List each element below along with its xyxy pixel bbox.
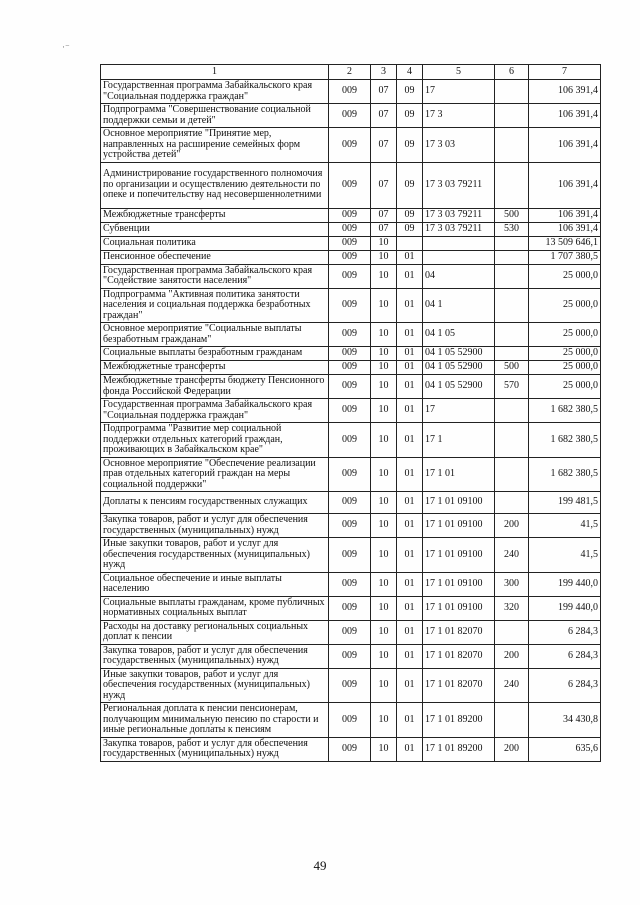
- row-section: 10: [371, 361, 397, 375]
- row-expense-type: 200: [495, 644, 529, 668]
- row-subsection: 09: [397, 162, 423, 208]
- table-body: [101, 80, 601, 762]
- row-admin-code: 009: [329, 222, 371, 236]
- scan-speck: ·⁻: [62, 42, 70, 52]
- row-name: Социальные выплаты безработным гражданам: [101, 347, 329, 361]
- row-expense-type: [495, 423, 529, 458]
- row-expense-type: [495, 80, 529, 104]
- table-row: [101, 104, 601, 128]
- row-target-code: 04: [423, 264, 495, 288]
- row-subsection: 01: [397, 596, 423, 620]
- row-section: 10: [371, 375, 397, 399]
- table-row: [101, 128, 601, 163]
- row-section: 10: [371, 323, 397, 347]
- table-row: [101, 572, 601, 596]
- row-name: Государственная программа Забайкальского края "Социальная поддержка граждан": [101, 80, 329, 104]
- row-amount: 25 000,0: [529, 264, 601, 288]
- table-row: [101, 162, 601, 208]
- row-amount: 25 000,0: [529, 347, 601, 361]
- row-target-code: 17 3 03 79211: [423, 208, 495, 222]
- row-admin-code: 009: [329, 644, 371, 668]
- row-section: 10: [371, 737, 397, 761]
- row-section: 10: [371, 399, 397, 423]
- row-name: Закупка товаров, работ и услуг для обеспечения государственных (муниципальных) нужд: [101, 737, 329, 761]
- row-subsection: [397, 236, 423, 250]
- table-row: [101, 492, 601, 514]
- row-section: 10: [371, 457, 397, 492]
- row-amount: 1 682 380,5: [529, 423, 601, 458]
- row-name: Доплаты к пенсиям государственных служащих: [101, 492, 329, 514]
- row-target-code: 17 1 01 89200: [423, 737, 495, 761]
- row-section: 10: [371, 250, 397, 264]
- row-name: Основное мероприятие "Обеспечение реализации прав отдельных категорий граждан на меры социальной поддержки": [101, 457, 329, 492]
- row-target-code: 17 1 01: [423, 457, 495, 492]
- row-section: 10: [371, 596, 397, 620]
- row-subsection: 01: [397, 668, 423, 703]
- row-name: Подпрограмма "Совершенствование социальной поддержки семьи и детей": [101, 104, 329, 128]
- row-subsection: 09: [397, 208, 423, 222]
- budget-table: [100, 64, 601, 762]
- row-admin-code: 009: [329, 492, 371, 514]
- row-subsection: 09: [397, 128, 423, 163]
- table-row: [101, 236, 601, 250]
- row-target-code: 17 1 01 09100: [423, 596, 495, 620]
- row-admin-code: 009: [329, 668, 371, 703]
- row-amount: 25 000,0: [529, 323, 601, 347]
- row-amount: 199 481,5: [529, 492, 601, 514]
- col-header-subsection: 4: [397, 65, 423, 80]
- row-subsection: 01: [397, 620, 423, 644]
- row-amount: 41,5: [529, 514, 601, 538]
- row-expense-type: [495, 236, 529, 250]
- row-name: Основное мероприятие "Социальные выплаты безработным гражданам": [101, 323, 329, 347]
- row-name: Пенсионное обеспечение: [101, 250, 329, 264]
- row-section: 10: [371, 620, 397, 644]
- row-amount: 1 682 380,5: [529, 399, 601, 423]
- row-expense-type: [495, 250, 529, 264]
- row-name: Государственная программа Забайкальского края "Содействие занятости населения": [101, 264, 329, 288]
- row-section: 07: [371, 222, 397, 236]
- row-expense-type: [495, 492, 529, 514]
- table-row: [101, 80, 601, 104]
- row-name: Социальная политика: [101, 236, 329, 250]
- row-target-code: 04 1 05: [423, 323, 495, 347]
- table-row: [101, 620, 601, 644]
- row-admin-code: 009: [329, 572, 371, 596]
- col-header-target: 5: [423, 65, 495, 80]
- row-amount: 41,5: [529, 538, 601, 573]
- row-expense-type: 240: [495, 538, 529, 573]
- row-target-code: 04 1 05 52900: [423, 361, 495, 375]
- row-name: Закупка товаров, работ и услуг для обеспечения государственных (муниципальных) нужд: [101, 644, 329, 668]
- row-admin-code: 009: [329, 538, 371, 573]
- row-expense-type: 530: [495, 222, 529, 236]
- row-amount: 13 509 646,1: [529, 236, 601, 250]
- row-admin-code: 009: [329, 236, 371, 250]
- row-target-code: 04 1 05 52900: [423, 375, 495, 399]
- col-header-type: 6: [495, 65, 529, 80]
- row-amount: 6 284,3: [529, 668, 601, 703]
- row-amount: 6 284,3: [529, 644, 601, 668]
- row-section: 10: [371, 668, 397, 703]
- row-subsection: 01: [397, 399, 423, 423]
- row-section: 10: [371, 288, 397, 323]
- row-target-code: 17 3: [423, 104, 495, 128]
- row-expense-type: 320: [495, 596, 529, 620]
- row-admin-code: 009: [329, 361, 371, 375]
- row-subsection: 09: [397, 222, 423, 236]
- table-row: [101, 703, 601, 738]
- row-subsection: 01: [397, 457, 423, 492]
- row-admin-code: 009: [329, 703, 371, 738]
- row-subsection: 01: [397, 423, 423, 458]
- row-expense-type: [495, 128, 529, 163]
- row-subsection: 09: [397, 80, 423, 104]
- row-subsection: 09: [397, 104, 423, 128]
- row-section: 10: [371, 264, 397, 288]
- row-target-code: [423, 250, 495, 264]
- row-subsection: 01: [397, 644, 423, 668]
- row-expense-type: 500: [495, 361, 529, 375]
- col-header-amount: 7: [529, 65, 601, 80]
- row-expense-type: 200: [495, 737, 529, 761]
- row-subsection: 01: [397, 347, 423, 361]
- table-row: [101, 208, 601, 222]
- table-row: [101, 737, 601, 761]
- row-expense-type: [495, 264, 529, 288]
- row-amount: 6 284,3: [529, 620, 601, 644]
- row-admin-code: 009: [329, 288, 371, 323]
- table-row: [101, 644, 601, 668]
- row-admin-code: 009: [329, 80, 371, 104]
- row-admin-code: 009: [329, 250, 371, 264]
- row-admin-code: 009: [329, 162, 371, 208]
- table-row: [101, 668, 601, 703]
- row-admin-code: 009: [329, 399, 371, 423]
- row-name: Субвенции: [101, 222, 329, 236]
- row-target-code: 17 1 01 82070: [423, 668, 495, 703]
- row-expense-type: [495, 399, 529, 423]
- table-row: [101, 514, 601, 538]
- row-subsection: 01: [397, 492, 423, 514]
- row-amount: 106 391,4: [529, 80, 601, 104]
- row-expense-type: 200: [495, 514, 529, 538]
- row-amount: 106 391,4: [529, 104, 601, 128]
- row-admin-code: 009: [329, 423, 371, 458]
- row-name: Межбюджетные трансферты: [101, 208, 329, 222]
- row-admin-code: 009: [329, 737, 371, 761]
- row-target-code: 17 1 01 82070: [423, 644, 495, 668]
- page-number: 49: [313, 858, 327, 873]
- row-target-code: [423, 236, 495, 250]
- row-name: Региональная доплата к пенсии пенсионерам, получающим минимальную пенсию по старости и иные региональные доплаты к пенсиям: [101, 703, 329, 738]
- row-section: 07: [371, 162, 397, 208]
- row-name: Межбюджетные трансферты: [101, 361, 329, 375]
- row-expense-type: 500: [495, 208, 529, 222]
- row-section: 10: [371, 572, 397, 596]
- row-admin-code: 009: [329, 208, 371, 222]
- row-subsection: 01: [397, 288, 423, 323]
- row-expense-type: [495, 288, 529, 323]
- row-amount: 106 391,4: [529, 128, 601, 163]
- row-section: 10: [371, 703, 397, 738]
- row-section: 10: [371, 236, 397, 250]
- row-target-code: 04 1: [423, 288, 495, 323]
- table-header-row: [101, 65, 601, 80]
- table-row: [101, 361, 601, 375]
- row-target-code: 17 3 03: [423, 128, 495, 163]
- row-admin-code: 009: [329, 323, 371, 347]
- row-expense-type: [495, 323, 529, 347]
- table-row: [101, 457, 601, 492]
- table-row: [101, 288, 601, 323]
- row-subsection: 01: [397, 250, 423, 264]
- row-name: Подпрограмма "Активная политика занятости населения и социальная поддержка безработных граждан": [101, 288, 329, 323]
- row-expense-type: [495, 620, 529, 644]
- row-admin-code: 009: [329, 596, 371, 620]
- row-section: 10: [371, 492, 397, 514]
- row-section: 10: [371, 644, 397, 668]
- row-amount: 1 682 380,5: [529, 457, 601, 492]
- row-amount: 635,6: [529, 737, 601, 761]
- row-name: Государственная программа Забайкальского края "Социальная поддержка граждан": [101, 399, 329, 423]
- row-admin-code: 009: [329, 514, 371, 538]
- row-expense-type: [495, 703, 529, 738]
- row-target-code: 17 1 01 09100: [423, 514, 495, 538]
- row-target-code: 17 1: [423, 423, 495, 458]
- table-row: [101, 323, 601, 347]
- col-header-section: 3: [371, 65, 397, 80]
- row-expense-type: [495, 457, 529, 492]
- row-target-code: 04 1 05 52900: [423, 347, 495, 361]
- row-subsection: 01: [397, 361, 423, 375]
- row-amount: 106 391,4: [529, 208, 601, 222]
- row-amount: 25 000,0: [529, 375, 601, 399]
- row-expense-type: [495, 162, 529, 208]
- row-name: Иные закупки товаров, работ и услуг для обеспечения государственных (муниципальных) нужд: [101, 668, 329, 703]
- row-amount: 199 440,0: [529, 572, 601, 596]
- row-target-code: 17 1 01 82070: [423, 620, 495, 644]
- row-name: Основное мероприятие "Принятие мер, направленных на расширение семейных форм устройства детей": [101, 128, 329, 163]
- row-expense-type: [495, 104, 529, 128]
- table-row: [101, 250, 601, 264]
- row-amount: 106 391,4: [529, 222, 601, 236]
- table-row: [101, 399, 601, 423]
- col-header-admin: 2: [329, 65, 371, 80]
- table-row: [101, 222, 601, 236]
- row-subsection: 01: [397, 375, 423, 399]
- row-amount: 199 440,0: [529, 596, 601, 620]
- row-amount: 34 430,8: [529, 703, 601, 738]
- row-section: 07: [371, 104, 397, 128]
- row-expense-type: 300: [495, 572, 529, 596]
- col-header-name: 1: [101, 65, 329, 80]
- row-name: Расходы на доставку региональных социальных доплат к пенсии: [101, 620, 329, 644]
- row-expense-type: [495, 347, 529, 361]
- row-admin-code: 009: [329, 457, 371, 492]
- table-row: [101, 375, 601, 399]
- row-admin-code: 009: [329, 128, 371, 163]
- table-row: [101, 264, 601, 288]
- row-target-code: 17 3 03 79211: [423, 222, 495, 236]
- table-row: [101, 596, 601, 620]
- row-target-code: 17 1 01 89200: [423, 703, 495, 738]
- row-name: Администрирование государственного полномочия по организации и осуществлению деятельности по опеке и попечительству над несовершеннолетними: [101, 162, 329, 208]
- row-name: Социальное обеспечение и иные выплаты населению: [101, 572, 329, 596]
- row-name: Иные закупки товаров, работ и услуг для обеспечения государственных (муниципальных) нужд: [101, 538, 329, 573]
- row-admin-code: 009: [329, 264, 371, 288]
- row-subsection: 01: [397, 323, 423, 347]
- row-target-code: 17 3 03 79211: [423, 162, 495, 208]
- row-subsection: 01: [397, 264, 423, 288]
- row-admin-code: 009: [329, 347, 371, 361]
- row-section: 07: [371, 128, 397, 163]
- row-amount: 1 707 380,5: [529, 250, 601, 264]
- row-expense-type: 570: [495, 375, 529, 399]
- row-admin-code: 009: [329, 620, 371, 644]
- row-expense-type: 240: [495, 668, 529, 703]
- table-row: [101, 347, 601, 361]
- row-name: Межбюджетные трансферты бюджету Пенсионного фонда Российской Федерации: [101, 375, 329, 399]
- row-subsection: 01: [397, 538, 423, 573]
- row-admin-code: 009: [329, 375, 371, 399]
- row-amount: 25 000,0: [529, 288, 601, 323]
- row-subsection: 01: [397, 514, 423, 538]
- row-section: 07: [371, 208, 397, 222]
- row-section: 10: [371, 514, 397, 538]
- row-target-code: 17: [423, 80, 495, 104]
- row-section: 10: [371, 423, 397, 458]
- row-target-code: 17 1 01 09100: [423, 492, 495, 514]
- row-subsection: 01: [397, 572, 423, 596]
- row-subsection: 01: [397, 703, 423, 738]
- row-target-code: 17 1 01 09100: [423, 538, 495, 573]
- row-name: Подпрограмма "Развитие мер социальной поддержки отдельных категорий граждан, проживающих в Забайкальском крае": [101, 423, 329, 458]
- row-subsection: 01: [397, 737, 423, 761]
- table-row: [101, 423, 601, 458]
- row-section: 10: [371, 538, 397, 573]
- row-admin-code: 009: [329, 104, 371, 128]
- row-target-code: 17 1 01 09100: [423, 572, 495, 596]
- row-amount: 25 000,0: [529, 361, 601, 375]
- row-section: 10: [371, 347, 397, 361]
- row-target-code: 17: [423, 399, 495, 423]
- row-section: 07: [371, 80, 397, 104]
- row-amount: 106 391,4: [529, 162, 601, 208]
- row-name: Закупка товаров, работ и услуг для обеспечения государственных (муниципальных) нужд: [101, 514, 329, 538]
- row-name: Социальные выплаты гражданам, кроме публичных нормативных социальных выплат: [101, 596, 329, 620]
- table-row: [101, 538, 601, 573]
